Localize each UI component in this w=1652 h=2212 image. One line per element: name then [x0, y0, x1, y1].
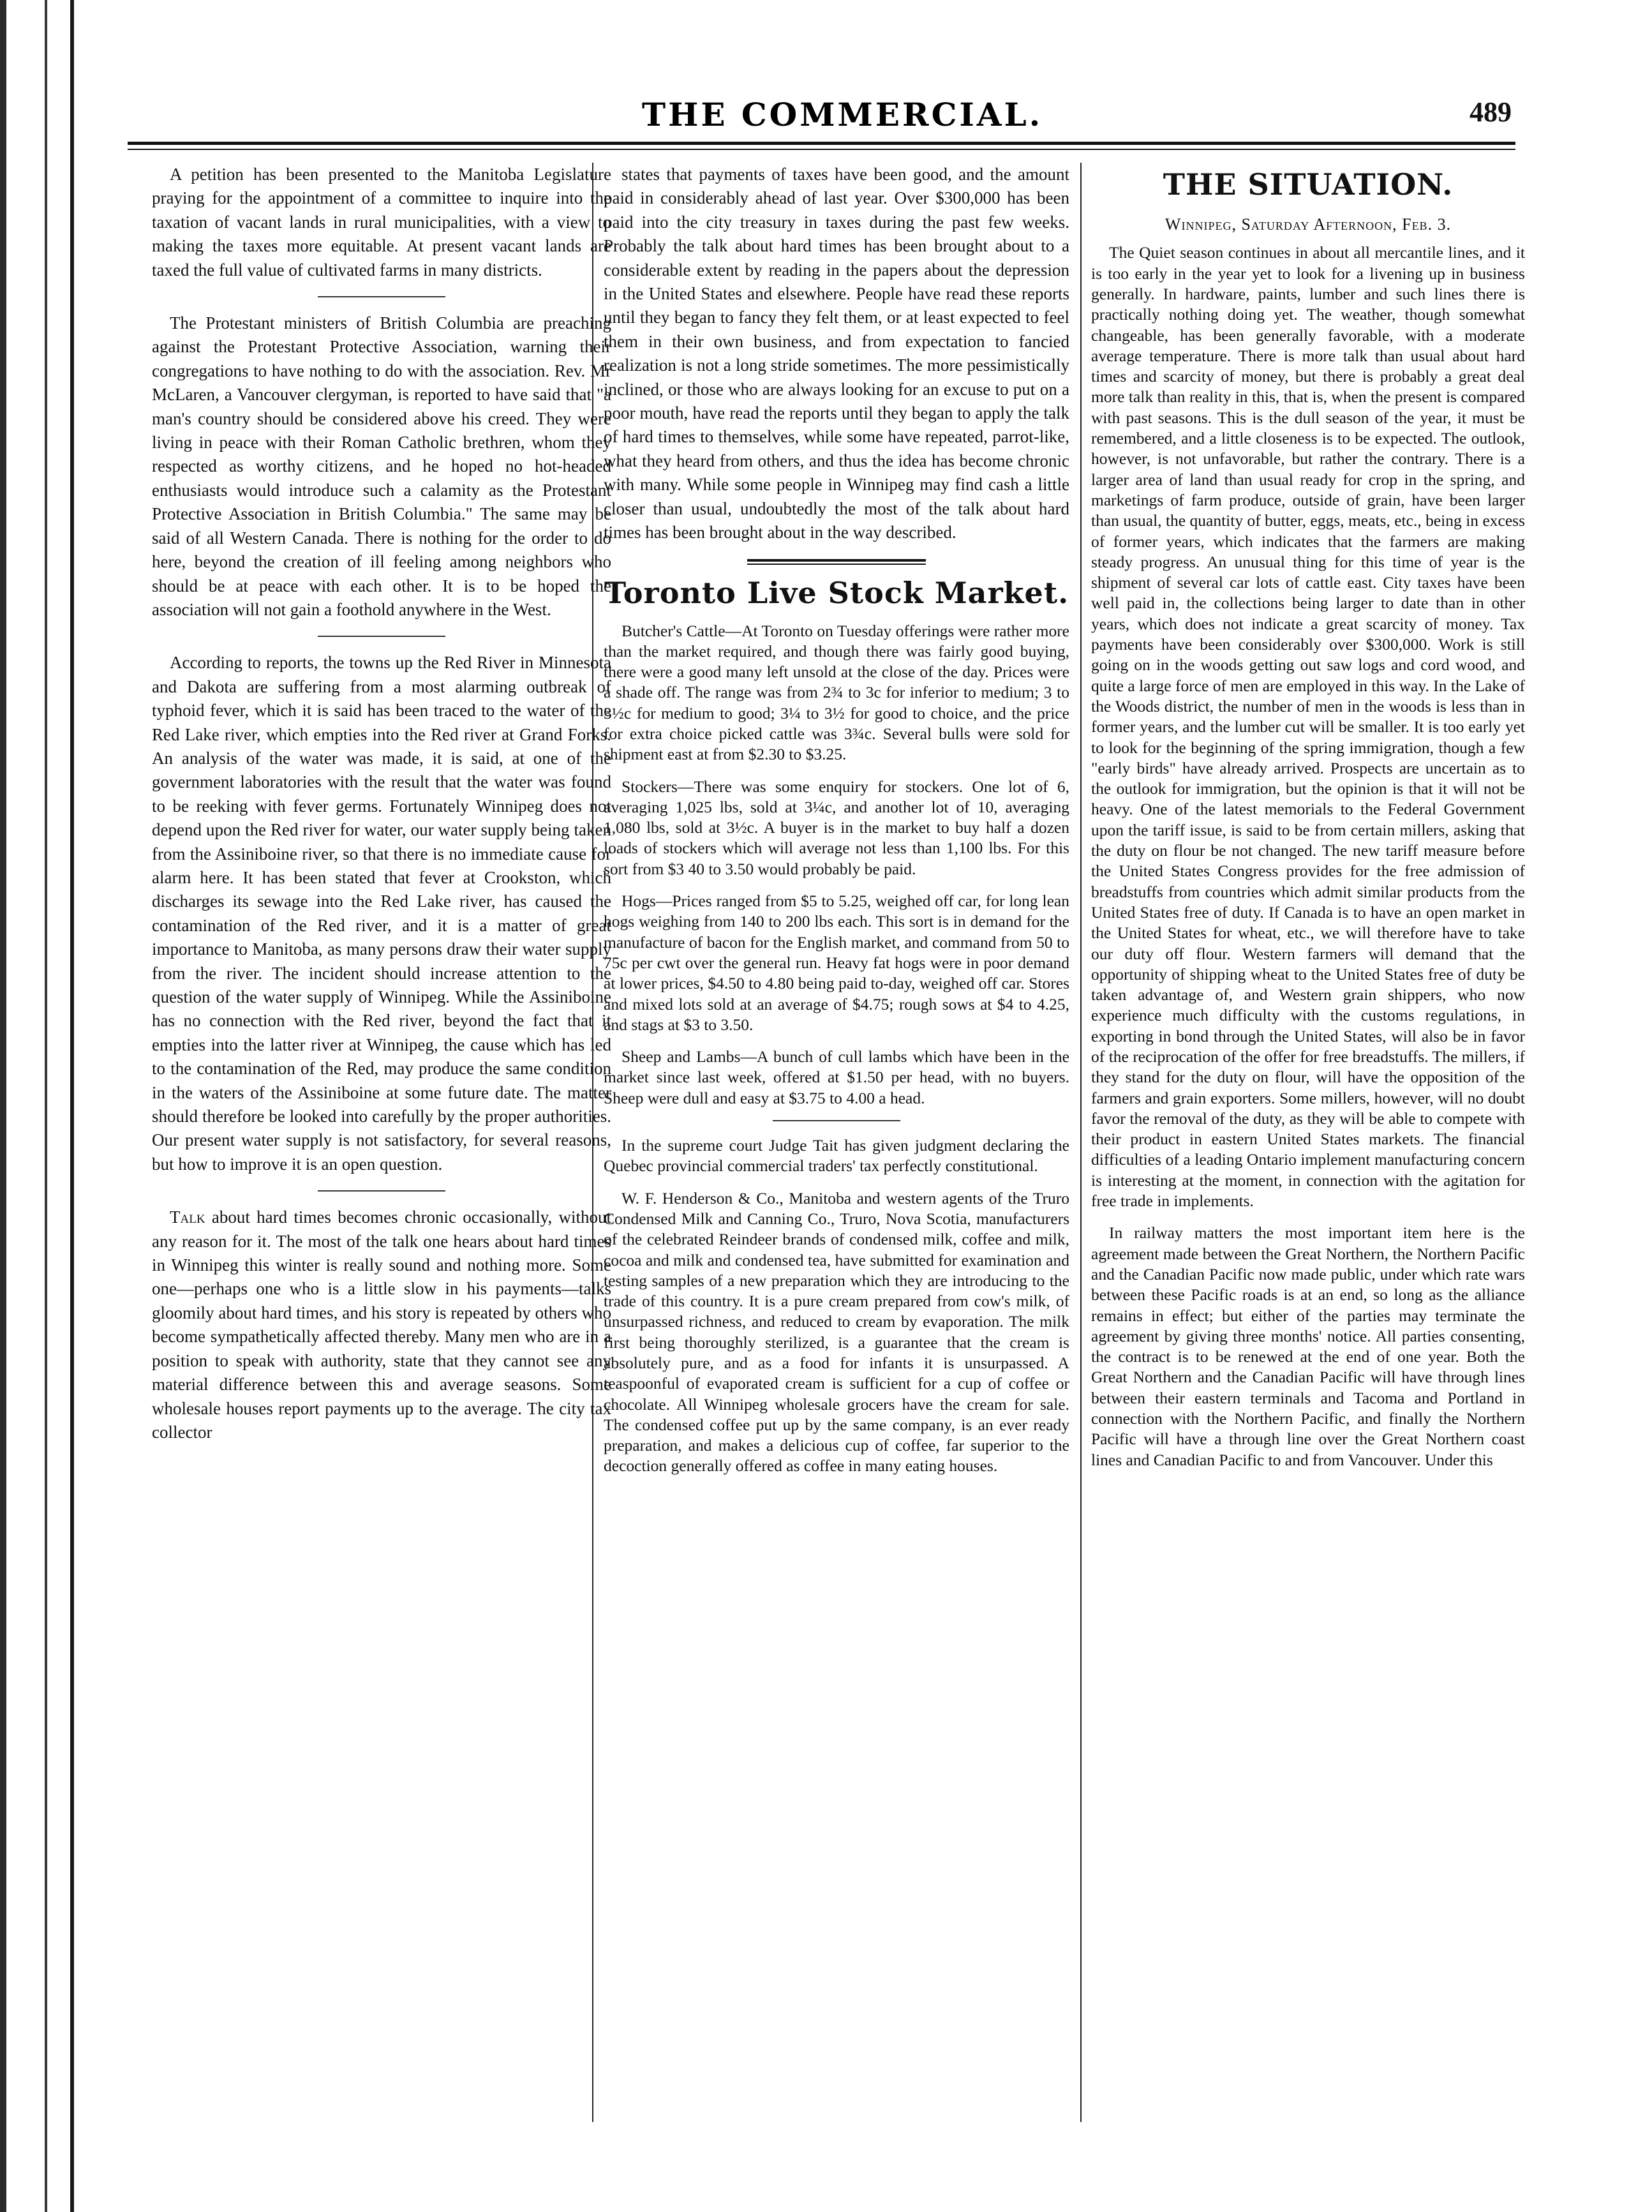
article-paragraph: Sheep and Lambs—A bunch of cull lambs which have been in the market since last week, offered at $1.50 per head, with no buyers. Sheep were dull and easy at $3.75 to 4.00 a head. — [604, 1047, 1069, 1107]
article-paragraph: A petition has been presented to the Manitoba Legislature praying for the appointment of a committee to inquire into the taxation of vacant lands in rural municipalities, with a view to making the taxes more equitable. At present vacant lands are taxed the full value of cultivated farms in many districts. — [152, 165, 611, 280]
section-title: Toronto Live Stock Market. — [604, 575, 1069, 610]
article-paragraph: W. F. Henderson & Co., Manitoba and western agents of the Truro Condensed Milk and Canning Co., Truro, Nova Scotia, manufacturers of the celebrated Reindeer brands of condensed milk, coffee and milk, cocoa and milk and condensed tea, have submitted for examination and testing samples of a new preparation which they are introducing to the trade of this country. It is a pure cream prepared from cow's milk, of unsurpassed richness, and reduced to cream by evaporation. The milk first being thoroughly sterilized, is a guarantee that the cream is absolutely pure, and as a food for infants it is unsurpassed. A teaspoonful of evaporated cream is sufficient for a cup of coffee or chocolate. All Winnipeg wholesale grocers have the cream for sale. The condensed coffee put up by the same company, is an ever ready preparation, and makes a delicious cup of coffee, far superior to the decoction generally offered as coffee in many eating houses. — [604, 1188, 1069, 1476]
article-paragraph: In railway matters the most important item here is the agreement made between the Great Northern, the Northern Pacific and the Canadian Pacific now made public, under which rate wars between these Pacific roads is at an end, so long as the alliance remains in effect; but either of the parties may terminate the agreement by giving three months' notice. All parties consenting, the contract is to be renewed at the end of one year. Both the Great Northern and the Canadian Pacific will have through lines between their eastern terminals and Tacoma and Portland in connection with the Northern Pacific, and finally the Northern Pacific will have a through line over the Great Northern coast lines and Canadian Pacific to and from Vancouver. Under this — [1091, 1223, 1525, 1469]
paragraph-text: about hard times becomes chronic occasionally, without any reason for it. The most of the talk one hears about hard times in Winnipeg this winter is really sound and nothing more. Some one—perhaps one who is a little slow in his payments—talks gloomily about hard times, and his story is repeated by others who become sympathetically affected thereby. Many men who are in a position to speak with authority, state that they cannot see any material difference between this and average seasons. Some wholesale houses report payments up to the average. The city tax collector — [152, 1207, 611, 1442]
column-right — [1091, 163, 1525, 1482]
article-paragraph: According to reports, the towns up the Red River in Minnesota and Dakota are suffering from a most alarming outbreak of typhoid fever, which it is said has been traced to the water of the Red Lake river, which empties into the Red river at Grand Forks. An analysis of the water was made, it is said, at one of the government laboratories with the result that the water was found to be reeking with fever germs. Fortunately Winnipeg does not depend upon the Red river for water, our water supply being taken from the Assiniboine river, so that there is no immediate cause for alarm here. It has been stated that fever at Crookston, which discharges its sewage into the Red Lake river, has caused the contamination of the Red river, and it is a matter of great importance to Manitoba, as many persons draw their water supply from the river. The incident should increase attention to the question of the water supply of Winnipeg. While the Assiniboine has no connection with the Red river, beyond the fact that it empties into the latter river at Winnipeg, the cause which has led to the contamination of the Red, may produce the same condition in the waters of the Assiniboine at some future date. The matter should therefore be looked into carefully by the proper authorities. Our present water supply is not satisfactory, for several reasons, but how to improve it is an open question. — [152, 653, 611, 1174]
article-paragraph: Hogs—Prices ranged from $5 to 5.25, weighed off car, for long lean hogs weighing from 140 to 200 lbs each. This sort is in demand for the manufacture of bacon for the English market, and command from 50 to 75c per cwt over the general run. Heavy fat hogs were in poor demand at lower prices, $4.50 to 4.80 being paid to-day, weighed off car. Stores and mixed lots sold at an average of $4.75; rough sows at $4 to 4.25, and stags at $3 to 3.50. — [604, 892, 1069, 1034]
article-separator — [318, 296, 445, 297]
binding-edge — [0, 0, 93, 2212]
market-report — [604, 621, 1069, 1477]
article-paragraph: In the supreme court Judge Tait has given judgment declaring the Quebec provincial commercial traders' tax perfectly constitutional. — [604, 1136, 1069, 1176]
masthead-title: THE COMMERCIAL. — [641, 96, 1043, 133]
column-rule — [1080, 163, 1082, 2122]
lead-word: Talk — [170, 1207, 205, 1227]
article-paragraph — [152, 1206, 611, 1444]
article-paragraph: The Protestant ministers of British Columbia are preaching against the Protestant Protective Association, warning their congregations to have nothing to do with the association. Rev. Mr McLaren, a Vancouver clergyman, is reported to have said that "a man's country should be considered above his creed. They were living in peace with their Roman Catholic brethren, whom they respected as worthy citizens, and he hoped no hot-headed enthusiasts would introduce such a calamity as the Protestant Protective Association in British Columbia." The same may be said of all Western Canada. There is nothing for the order to do here, beyond the creation of ill feeling among neighbors who should be at peace with each other. It is to be hoped the association will not gain a foothold anywhere in the West. — [152, 313, 611, 619]
article-paragraph: The Quiet season continues in about all mercantile lines, and it is too early in the year yet to look for a livening up in business generally. In hardware, paints, lumber and such lines there is practically nothing doing yet. The weather, though somewhat changeable, has been generally favorable, with a moderate average temperature. There is more talk than usual about hard times and scarcity of money, but there is probably a great deal more talk than reality in this, that is, when the present is compared with past seasons. This is the dull season of the year, it must be remembered, and a little closeness is to be expected. The outlook, however, is not unfavorable, but rather the contrary. There is a larger area of land than usual ready for crop in the spring, and marketings of farm produce, outside of grain, have been larger than usual, the quantity of butter, eggs, meats, etc., being in excess of former years, which indicates that the farmers are making steady progress. An unusual thing for this time of year is the shipment of several car lots of cattle east. City taxes have been well paid in, the collections being larger to date than in other years, which does not indicate a great scarcity of money. Tax payments have been considerably over $300,000. Work is still going on in the woods getting out saw logs and cord wood, and quite a large force of men are employed in this way. In the Lake of the Woods district, the number of men in the woods is less than in former years, and the lumber cut will be smaller. It is too early yet to look for the beginning of the spring immigration, though a few "early birds" have already arrived. Prospects are uncertain as to the outlook for immigration, but the opinion is that it will not be heavy. One of the latest memorials to the Federal Government upon the tariff issue, is said to be from certain millers, asking that the duty on flour be not changed. The new tariff measure before the United States Congress provides for the free admission of breadstuffs from countries which admit similar products from the United States free of duty. If Canada is to have an open market in the United States for wheat, etc., we will therefore have to take our duty off flour. Western farmers will demand that the opportunity of shipping wheat to the United States free of duty be taken advantage of, and Western grain shippers, who now experience much difficulty with the customs regulations, in exporting in bond through the United States, will also be in favor of the reciprocation of the offer for free breadstuffs. The millers, if they stand for the duty on flour, will have the opposition of the farmers and grain exporters. Some millers, however, will no doubt favor the removal of the duty, as they will be able to compete with their product in eastern United States markets. The financial difficulties of a leading Ontario implement manufacturing concern is interesting at the moment, in connection with the agitation for free trade in implements. — [1091, 243, 1525, 1211]
article-paragraph: Stockers—There was some enquiry for stockers. One lot of 6, averaging 1,025 lbs, sold at 3¼c, and another lot of 10, averaging 1,080 lbs, sold at 3½c. A buyer is in the market to buy half a dozen loads of stockers which will average not less than 1,100 lbs. For this sort from $3 40 to 3.50 would probably be paid. — [604, 777, 1069, 878]
article-paragraph: Butcher's Cattle—At Toronto on Tuesday offerings were rather more than the market required, and though there was fairly good buying, there were a good many left unsold at the close of the day. Prices were a shade off. The range was from 2¾ to 3c for inferior to medium; 3 to 3½c for medium to good; 3¼ to 3½ for good to choice, and the price for extra choice picked cattle was 3¾c. Several bulls were sold for shipment east at from $2.30 to $3.25. — [604, 621, 1069, 764]
article-separator — [773, 1120, 900, 1121]
situation-report — [1091, 243, 1525, 1470]
column-middle — [604, 163, 1069, 1488]
article-separator — [318, 636, 445, 637]
page-number: 489 — [1470, 96, 1512, 128]
column-left — [152, 163, 611, 1458]
section-separator — [747, 559, 926, 565]
article-separator — [318, 1190, 445, 1192]
dateline: Winnipeg, Saturday Afternoon, Feb. 3. — [1165, 215, 1452, 234]
section-title: THE SITUATION. — [1163, 167, 1454, 202]
header-rule — [128, 142, 1515, 150]
article-paragraph: states that payments of taxes have been good, and the amount paid in considerably ahead of last year. Over $300,000 has been paid into the city treasury in taxes during the past few weeks. Probably the talk about hard times has been brought about to a considerable extent by reading in the papers about the depression in the United States and elsewhere. People have read these reports until they began to fancy they felt them, or at least expected to feel them in their own business, and from expectation to fancied realization is not a long stride sometimes. The more pessimistically inclined, or those who are always looking for an excuse to put on a poor mouth, have read the reports until they began to apply the talk of hard times to themselves, while some have repeated, parrot-like, what they heard from others, and thus the idea has become chronic with many. While some people in Winnipeg may find cash a little closer than usual, undoubtedly the most of the talk about hard times has been brought about in the way described. — [604, 165, 1069, 542]
